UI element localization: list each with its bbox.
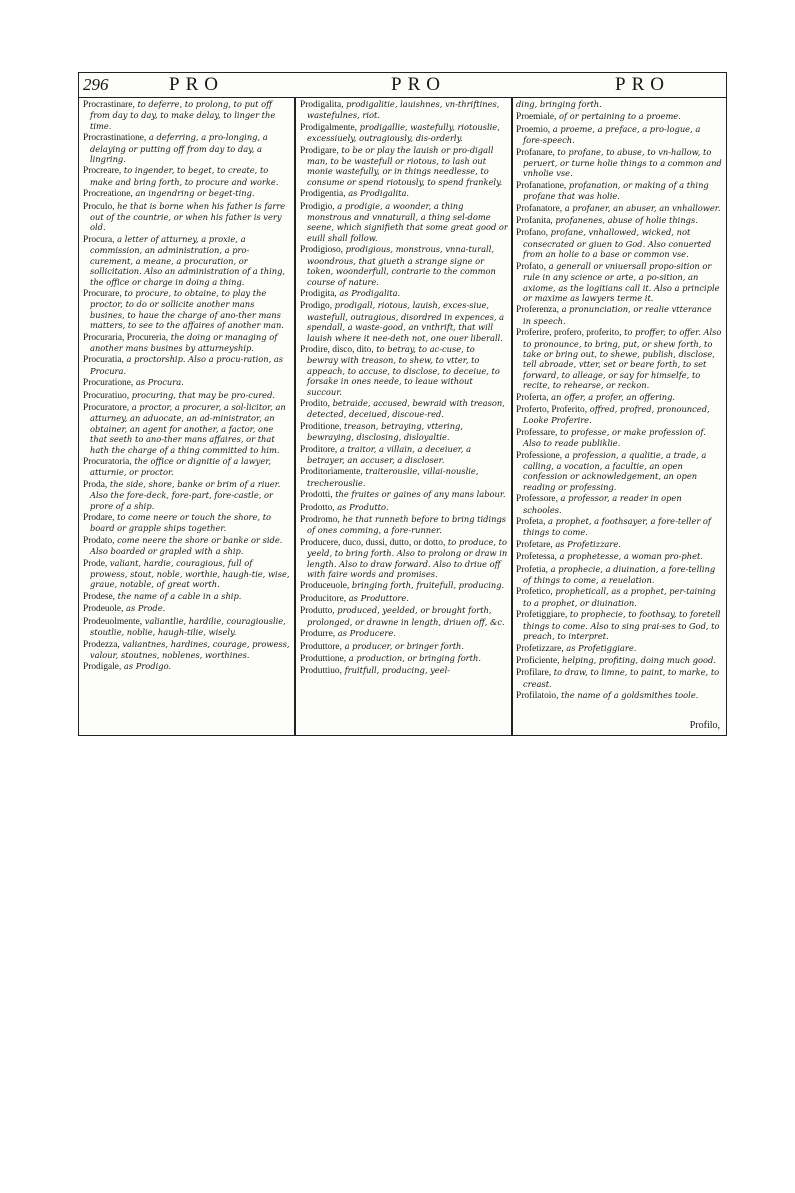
entry-headword: Prode, xyxy=(83,558,108,569)
entry-definition: valiantnes, hardines, courage, prowess, valour, stoutnes, noblenes, worthines. xyxy=(90,638,290,660)
entry-definition: prodigalitie, lauishnes, vn-thriftines, wastefulnes, riot. xyxy=(307,99,500,121)
dictionary-entry xyxy=(300,300,508,343)
entry-headword: Profetia, xyxy=(516,564,549,575)
dictionary-entry xyxy=(83,288,290,331)
entry-headword: Profanita, xyxy=(516,216,553,227)
entry-headword: Profilatoio, xyxy=(516,691,559,702)
entry-definition: to ingender, to beget, to create, to make and bring forth, to procure and worke. xyxy=(90,165,279,187)
entry-headword: Producere, duco, dussi, dutto, or dotto, xyxy=(300,537,446,548)
entry-definition: a proeme, a preface, a pro-logue, a fore-speech. xyxy=(523,123,701,146)
dictionary-entry xyxy=(300,653,508,664)
entry-definition: prodigallie, wastefully, riotouslie, excessiuely, outragiously, dis-orderly. xyxy=(307,121,500,144)
dictionary-page xyxy=(78,72,727,736)
dictionary-entry xyxy=(300,514,508,536)
dictionary-entry xyxy=(83,603,290,614)
dictionary-entry xyxy=(300,444,508,466)
entry-definition: as Prode. xyxy=(123,603,166,614)
entry-headword: Prodese, xyxy=(83,591,116,602)
entry-headword: Proferta, xyxy=(516,392,549,403)
dictionary-entry xyxy=(300,665,508,676)
dictionary-entry xyxy=(516,215,722,226)
entry-definition: helping, profiting, doing much good. xyxy=(559,654,716,665)
entry-headword: Prodigita, xyxy=(300,288,337,299)
entry-definition: a profaner, an abuser, an vnhallower. xyxy=(562,202,721,213)
entry-headword: Proditore, xyxy=(300,444,338,455)
running-head-right: PRO xyxy=(615,74,670,95)
entry-definition: an ingendring or beget-ting. xyxy=(132,188,255,199)
page-header xyxy=(79,73,726,98)
entry-definition: the name of a cable in a ship. xyxy=(115,590,242,601)
entry-definition: as Profetiggiare. xyxy=(563,642,637,653)
entry-headword: Procreatione, xyxy=(83,189,133,200)
dictionary-entry xyxy=(516,643,722,654)
entry-definition: as Prodigalita. xyxy=(345,188,410,199)
entry-definition: prodigious, monstrous, vnna-turall, woondrous, that giueth a strange signe or token, woonderfull, contrarie to the common course of nature. xyxy=(307,244,496,287)
entry-definition: traiterouslie, villai-nouslie, trecherouslie. xyxy=(307,466,479,488)
entry-definition: a pronunciation, or realie vtterance in speech. xyxy=(523,304,712,326)
entry-definition: a traitor, a villain, a deceiuer, a betrayer, an accuser, a discloser. xyxy=(307,443,472,465)
entry-definition: valiantlie, hardilie, couragiouslie, stoutlie, noblie, haugh-tilie, wisely. xyxy=(90,615,286,638)
running-head-left: PRO xyxy=(169,74,224,95)
entry-definition: to draw, to limne, to paint, to marke, to creast. xyxy=(523,667,720,689)
entry-headword: Prodato, xyxy=(83,535,115,546)
entry-headword: Proferto, Proferito, xyxy=(516,404,588,415)
entry-definition: to proffer, to offer. Also to pronounce, to bring, put, or shew forth, to take or bring out, to shewe, publish, disclose, tell abroade, vtter, set or beare forth, to set forward, to alleage, or say for himselfe, to recite, to rehearse, or reckon. xyxy=(523,327,722,391)
entry-headword: Prodezza, xyxy=(83,639,120,650)
entry-headword: Profetizzare, xyxy=(516,643,564,654)
column-middle xyxy=(300,99,508,711)
dictionary-entry xyxy=(300,201,508,244)
dictionary-entry xyxy=(83,558,290,590)
dictionary-entry xyxy=(300,421,508,443)
column-rule xyxy=(294,98,296,735)
entry-definition: of or pertaining to a proeme. xyxy=(556,111,681,122)
running-head-center: PRO xyxy=(391,74,446,95)
dictionary-entry xyxy=(516,516,722,538)
dictionary-entry xyxy=(300,288,508,299)
dictionary-entry xyxy=(516,304,722,326)
entry-headword: Profetiggiare, xyxy=(516,610,568,621)
entry-headword: Professione, xyxy=(516,450,563,461)
entry-headword: Profetare, xyxy=(516,539,553,550)
column-left xyxy=(83,99,290,711)
entry-definition: profane, vnhallowed, wicked, not consecrated or giuen to God. Also conuerted from an holie to a base or common vse. xyxy=(523,227,712,260)
dictionary-entry xyxy=(300,466,508,488)
column-right xyxy=(516,99,722,711)
entry-headword: Produttiuo, xyxy=(300,666,342,677)
entry-headword: Profetessa, xyxy=(516,552,557,563)
dictionary-entry xyxy=(300,537,508,580)
dictionary-entry xyxy=(516,690,722,701)
entry-headword: Procuratia, xyxy=(83,355,124,366)
dictionary-entry xyxy=(516,147,722,179)
entry-definition: to betray, to ac-cuse, to bewray with treason, to shew, to vtter, to appeach, to accuse, to disclose, to deceiue, to forsake in ones neede, to leaue without succour. xyxy=(307,343,500,397)
entry-headword: Profano, xyxy=(516,228,549,239)
entry-definition: ding, bringing forth. xyxy=(516,99,602,109)
entry-definition: as Produtto. xyxy=(334,501,389,512)
entry-definition: procuring, that may be pro-cured. xyxy=(129,389,276,400)
entry-definition: the fruites or gaines of any mans labour. xyxy=(332,489,506,500)
dictionary-entry xyxy=(83,535,290,557)
entry-headword: Proficiente, xyxy=(516,655,560,666)
entry-definition: an offer, a profer, an offering. xyxy=(548,391,676,402)
entry-headword: Profanatore, xyxy=(516,203,563,214)
entry-headword: Produceuole, xyxy=(300,581,350,592)
dictionary-entry xyxy=(83,165,290,187)
entry-headword: Produtto, xyxy=(300,606,335,617)
dictionary-entry xyxy=(83,402,290,455)
dictionary-entry xyxy=(300,502,508,513)
dictionary-entry xyxy=(516,655,722,666)
dictionary-entry xyxy=(83,377,290,388)
entry-headword: Profato, xyxy=(516,261,546,272)
entry-definition: propheticall, as a prophet, per-taining to a prophet, or diuination. xyxy=(523,586,716,608)
entry-headword: Prodotto, xyxy=(300,502,335,513)
entry-definition: to be or play the lauish or pro-digall man, to be wastefull or riotous, to lash out monie wastefully, or in things needlesse, to consume or spend riotously, to spend frankely. xyxy=(307,144,503,187)
entry-definition: a deferring, a pro-longing, a delaying or putting off from day to day, a lingring. xyxy=(90,132,268,165)
dictionary-entry xyxy=(300,344,508,397)
entry-headword: Prodigio, xyxy=(300,201,335,212)
entry-headword: Prodigo, xyxy=(300,301,333,312)
entry-headword: Produrre, xyxy=(300,629,336,640)
entry-headword: Proemiale, xyxy=(516,112,557,123)
dictionary-entry xyxy=(516,667,722,689)
entry-definition: he that is borne when his father is farre out of the countrie, or when his father is very old. xyxy=(90,200,286,233)
entry-headword: Proferire, profero, proferito, xyxy=(516,328,622,339)
dictionary-entry xyxy=(83,188,290,199)
dictionary-entry xyxy=(83,332,290,354)
dictionary-entry xyxy=(83,234,290,287)
entry-definition: to profane, to abuse, to vn-hallow, to peruert, or turne holie things to a common and vnholie vse. xyxy=(523,146,722,179)
entry-headword: Prodito, xyxy=(300,398,330,409)
entry-headword: Prodigalita, xyxy=(300,100,344,110)
entry-headword: Procuratoria, xyxy=(83,457,132,467)
entry-definition: a prophecie, a diuination, a fore-telling of things to come, a reuelation. xyxy=(523,563,716,586)
entry-definition: the doing or managing of another mans busines by atturneyship. xyxy=(90,331,278,353)
dictionary-entry xyxy=(516,493,722,515)
entry-definition: a prophetesse, a woman pro-phet. xyxy=(556,551,703,562)
entry-headword: Prodotti, xyxy=(300,490,333,501)
entry-headword: Profanare, xyxy=(516,147,555,158)
dictionary-entry xyxy=(300,593,508,604)
dictionary-entry xyxy=(300,628,508,639)
entry-headword: Procura, xyxy=(83,234,115,245)
entry-headword: Prodigalmente, xyxy=(300,122,358,133)
entry-headword: Profanatione, xyxy=(516,180,567,191)
entry-headword: Profetico, xyxy=(516,587,553,598)
entry-headword: Produttore, xyxy=(300,641,342,652)
entry-headword: Prodigare, xyxy=(300,145,339,156)
entry-headword: Procrastinatione, xyxy=(83,133,147,144)
entry-headword: Proditione, xyxy=(300,421,342,432)
entry-headword: Prodigentia, xyxy=(300,189,346,200)
dictionary-entry xyxy=(516,227,722,259)
dictionary-entry xyxy=(516,427,722,449)
entry-definition: offred, profred, pronounced, Looke Proferire. xyxy=(523,403,710,426)
entry-headword: Proda, xyxy=(83,479,108,490)
dictionary-entry xyxy=(300,244,508,287)
entry-headword: Procurare, xyxy=(83,288,122,299)
entry-headword: Procuratione, xyxy=(83,378,134,389)
dictionary-entry xyxy=(83,479,290,511)
entry-definition: to come neere or touch the shore, to board or grapple ships together. xyxy=(90,512,272,534)
entry-definition: to deferre, to prolong, to put off from day to day, to make delay, to linger the time. xyxy=(90,99,276,131)
dictionary-entry xyxy=(83,591,290,602)
entry-definition: profanenes, abuse of holie things. xyxy=(552,215,698,226)
dictionary-entry xyxy=(83,132,290,164)
entry-headword: Producitore, xyxy=(300,593,347,604)
entry-definition: a prodigie, a woonder, a thing monstrous and vnnaturall, a thing sel-dome seene, which signifieth that some great good or euill shall follow. xyxy=(307,200,508,243)
dictionary-entry xyxy=(83,639,290,661)
entry-headword: Proditoriamente, xyxy=(300,467,363,478)
entry-definition: fruitfull, producing, yeel- xyxy=(341,665,451,676)
entry-headword: Prodigioso, xyxy=(300,245,343,256)
dictionary-entry xyxy=(516,551,722,562)
entry-definition: to procure, to obtaine, to play the proctor, to do or sollicite another mans busines, to haue the charge of ano-ther mans matters, to see to the affaires of another man. xyxy=(90,287,284,331)
entry-headword: Professore, xyxy=(516,494,558,505)
dictionary-entry xyxy=(516,99,722,110)
entry-definition: as Produttore. xyxy=(346,592,409,603)
dictionary-entry xyxy=(516,261,722,304)
dictionary-entry xyxy=(83,456,290,478)
entry-definition: a profession, a qualitie, a trade, a calling, a vocation, a facultie, an open confession or acknowledgement, an open reading or professing. xyxy=(523,449,707,492)
dictionary-entry xyxy=(83,201,290,233)
entry-definition: produced, yeelded, or brought forth, prolonged, or drawne in length, driuen off, &c. xyxy=(307,605,505,627)
entry-definition: the name of a goldsmithes toole. xyxy=(558,690,699,701)
dictionary-entry xyxy=(516,327,722,390)
dictionary-entry xyxy=(83,661,290,672)
entry-definition: betraide, accused, bewraid with treason, detected, deceiued, discoue-red. xyxy=(307,397,505,420)
entry-definition: a production, or bringing forth. xyxy=(346,652,481,663)
entry-headword: Prodromo, xyxy=(300,515,340,526)
dictionary-entry xyxy=(516,609,722,641)
dictionary-entry xyxy=(83,390,290,401)
dictionary-entry xyxy=(83,354,290,376)
entry-definition: as Profetizzare. xyxy=(552,538,621,549)
entry-headword: Procreare, xyxy=(83,166,122,177)
dictionary-entry xyxy=(83,99,290,131)
entry-headword: Procuratore, xyxy=(83,402,130,413)
entry-headword: Professare, xyxy=(516,427,558,438)
dictionary-entry xyxy=(516,404,722,426)
page-number: 296 xyxy=(83,75,109,94)
entry-definition: a letter of atturney, a proxie, a commission, an administration, a pro-curement, a meane, a procuration, or sollicitation. Also an administration of a thing, the office or charge in doing a thing. xyxy=(90,233,286,287)
entry-headword: Proemio, xyxy=(516,124,551,135)
dictionary-entry xyxy=(516,450,722,493)
dictionary-entry xyxy=(300,605,508,627)
entry-definition: a proctor, a procurer, a sol-licitor, an atturney, an aduocate, an ad-ministrator, an obtainer, an agent for another, a factor, one that seeth to ano-ther mans affaires, or that hath the charge of a thing committed to him. xyxy=(90,401,286,455)
dictionary-entry xyxy=(516,124,722,146)
dictionary-entry xyxy=(300,398,508,420)
entry-definition: a proctorship. Also a procu-ration, as Procura. xyxy=(90,354,284,376)
dictionary-entry xyxy=(516,586,722,608)
entry-headword: Produttione, xyxy=(300,653,347,664)
entry-headword: Proferenza, xyxy=(516,305,559,316)
entry-definition: prodigall, riotous, lauish, exces-siue, wastefull, outragious, disordred in expences, a spendall, a waste-good, an vnthrift, that will lauish where it nee-deth not, one ouer liberall. xyxy=(307,300,505,343)
dictionary-entry xyxy=(300,641,508,652)
dictionary-entry xyxy=(300,99,508,121)
entry-headword: Prodare, xyxy=(83,513,115,524)
column-rule xyxy=(511,98,513,735)
dictionary-entry xyxy=(300,145,508,188)
dictionary-entry xyxy=(300,122,508,144)
entry-definition: bringing forth, fruitefull, producing. xyxy=(349,580,505,591)
entry-definition: treason, betraying, vttering, bewraying, disclosing, disloyaltie. xyxy=(307,420,463,443)
entry-definition: a generall or vniuersall propo-sition or rule in any science or arte, a po-sition, an axiome, as the logitians call it. Also a principle or maxime as lawyers terme it. xyxy=(523,260,720,303)
entry-headword: Profilare, xyxy=(516,668,552,679)
entry-definition: valiant, hardie, couragious, full of prowess, stout, noble, worthie, haugh-tie, wise, graue, notable, of great worth. xyxy=(90,557,290,590)
entry-headword: Prodeuolmente, xyxy=(83,616,143,627)
entry-headword: Procrastinare, xyxy=(83,100,135,110)
entry-definition: to produce, to yeeld, to bring forth. Also to prolong or draw in length. Also to draw forward. Also to driue off with faire words and promises. xyxy=(307,536,508,580)
dictionary-entry xyxy=(300,489,508,500)
entry-definition: come neere the shore or banke or side. Also boarded or grapled with a ship. xyxy=(90,534,283,557)
entry-headword: Proculo, xyxy=(83,201,115,212)
entry-headword: Procuraria, Procureria, xyxy=(83,332,169,343)
dictionary-entry xyxy=(516,111,722,122)
entry-definition: he that runneth before to bring tidings of ones comming, a fore-runner. xyxy=(307,514,507,536)
entry-definition: a prophet, a foothsayer, a fore-teller of things to come. xyxy=(523,516,712,538)
entry-headword: Prodire, disco, dito, xyxy=(300,344,374,355)
entry-headword: Procuratiuo, xyxy=(83,390,130,401)
entry-definition: to prophecie, to foothsay, to foretell things to come. Also to sing prai-ses to God, to preach, to interpret. xyxy=(523,609,721,642)
entry-definition: as Procura. xyxy=(133,377,184,388)
entry-headword: Prodigale, xyxy=(83,662,122,673)
entry-definition: as Prodigo. xyxy=(121,661,172,672)
dictionary-entry xyxy=(516,539,722,550)
entry-definition: to professe, or make profession of. Also to reade publiklie. xyxy=(523,426,706,449)
entry-headword: Prodeuole, xyxy=(83,604,124,615)
dictionary-entry xyxy=(516,180,722,202)
entry-definition: as Prodigalita. xyxy=(336,287,401,298)
entry-definition: as Producere. xyxy=(335,628,396,639)
dictionary-entry xyxy=(516,203,722,214)
entry-definition: a professor, a reader in open schooles. xyxy=(523,493,682,515)
dictionary-entry xyxy=(83,616,290,638)
entry-definition: the office or dignitie of a lawyer, atturnie, or proctor. xyxy=(90,456,271,478)
entry-definition: a producer, or bringer forth. xyxy=(341,640,465,651)
catchword: Profilo, xyxy=(689,720,720,731)
dictionary-entry xyxy=(83,512,290,534)
entry-headword: Profeta, xyxy=(516,517,546,528)
entry-definition: profanation, or making of a thing profane that was holie. xyxy=(523,179,709,202)
dictionary-entry xyxy=(300,580,508,591)
entry-definition: the side, shore, banke or brim of a riuer. Also the fore-deck, fore-part, fore-castle, or prore of a ship. xyxy=(90,478,281,511)
dictionary-entry xyxy=(516,564,722,586)
dictionary-entry xyxy=(516,392,722,403)
dictionary-entry xyxy=(300,188,508,199)
